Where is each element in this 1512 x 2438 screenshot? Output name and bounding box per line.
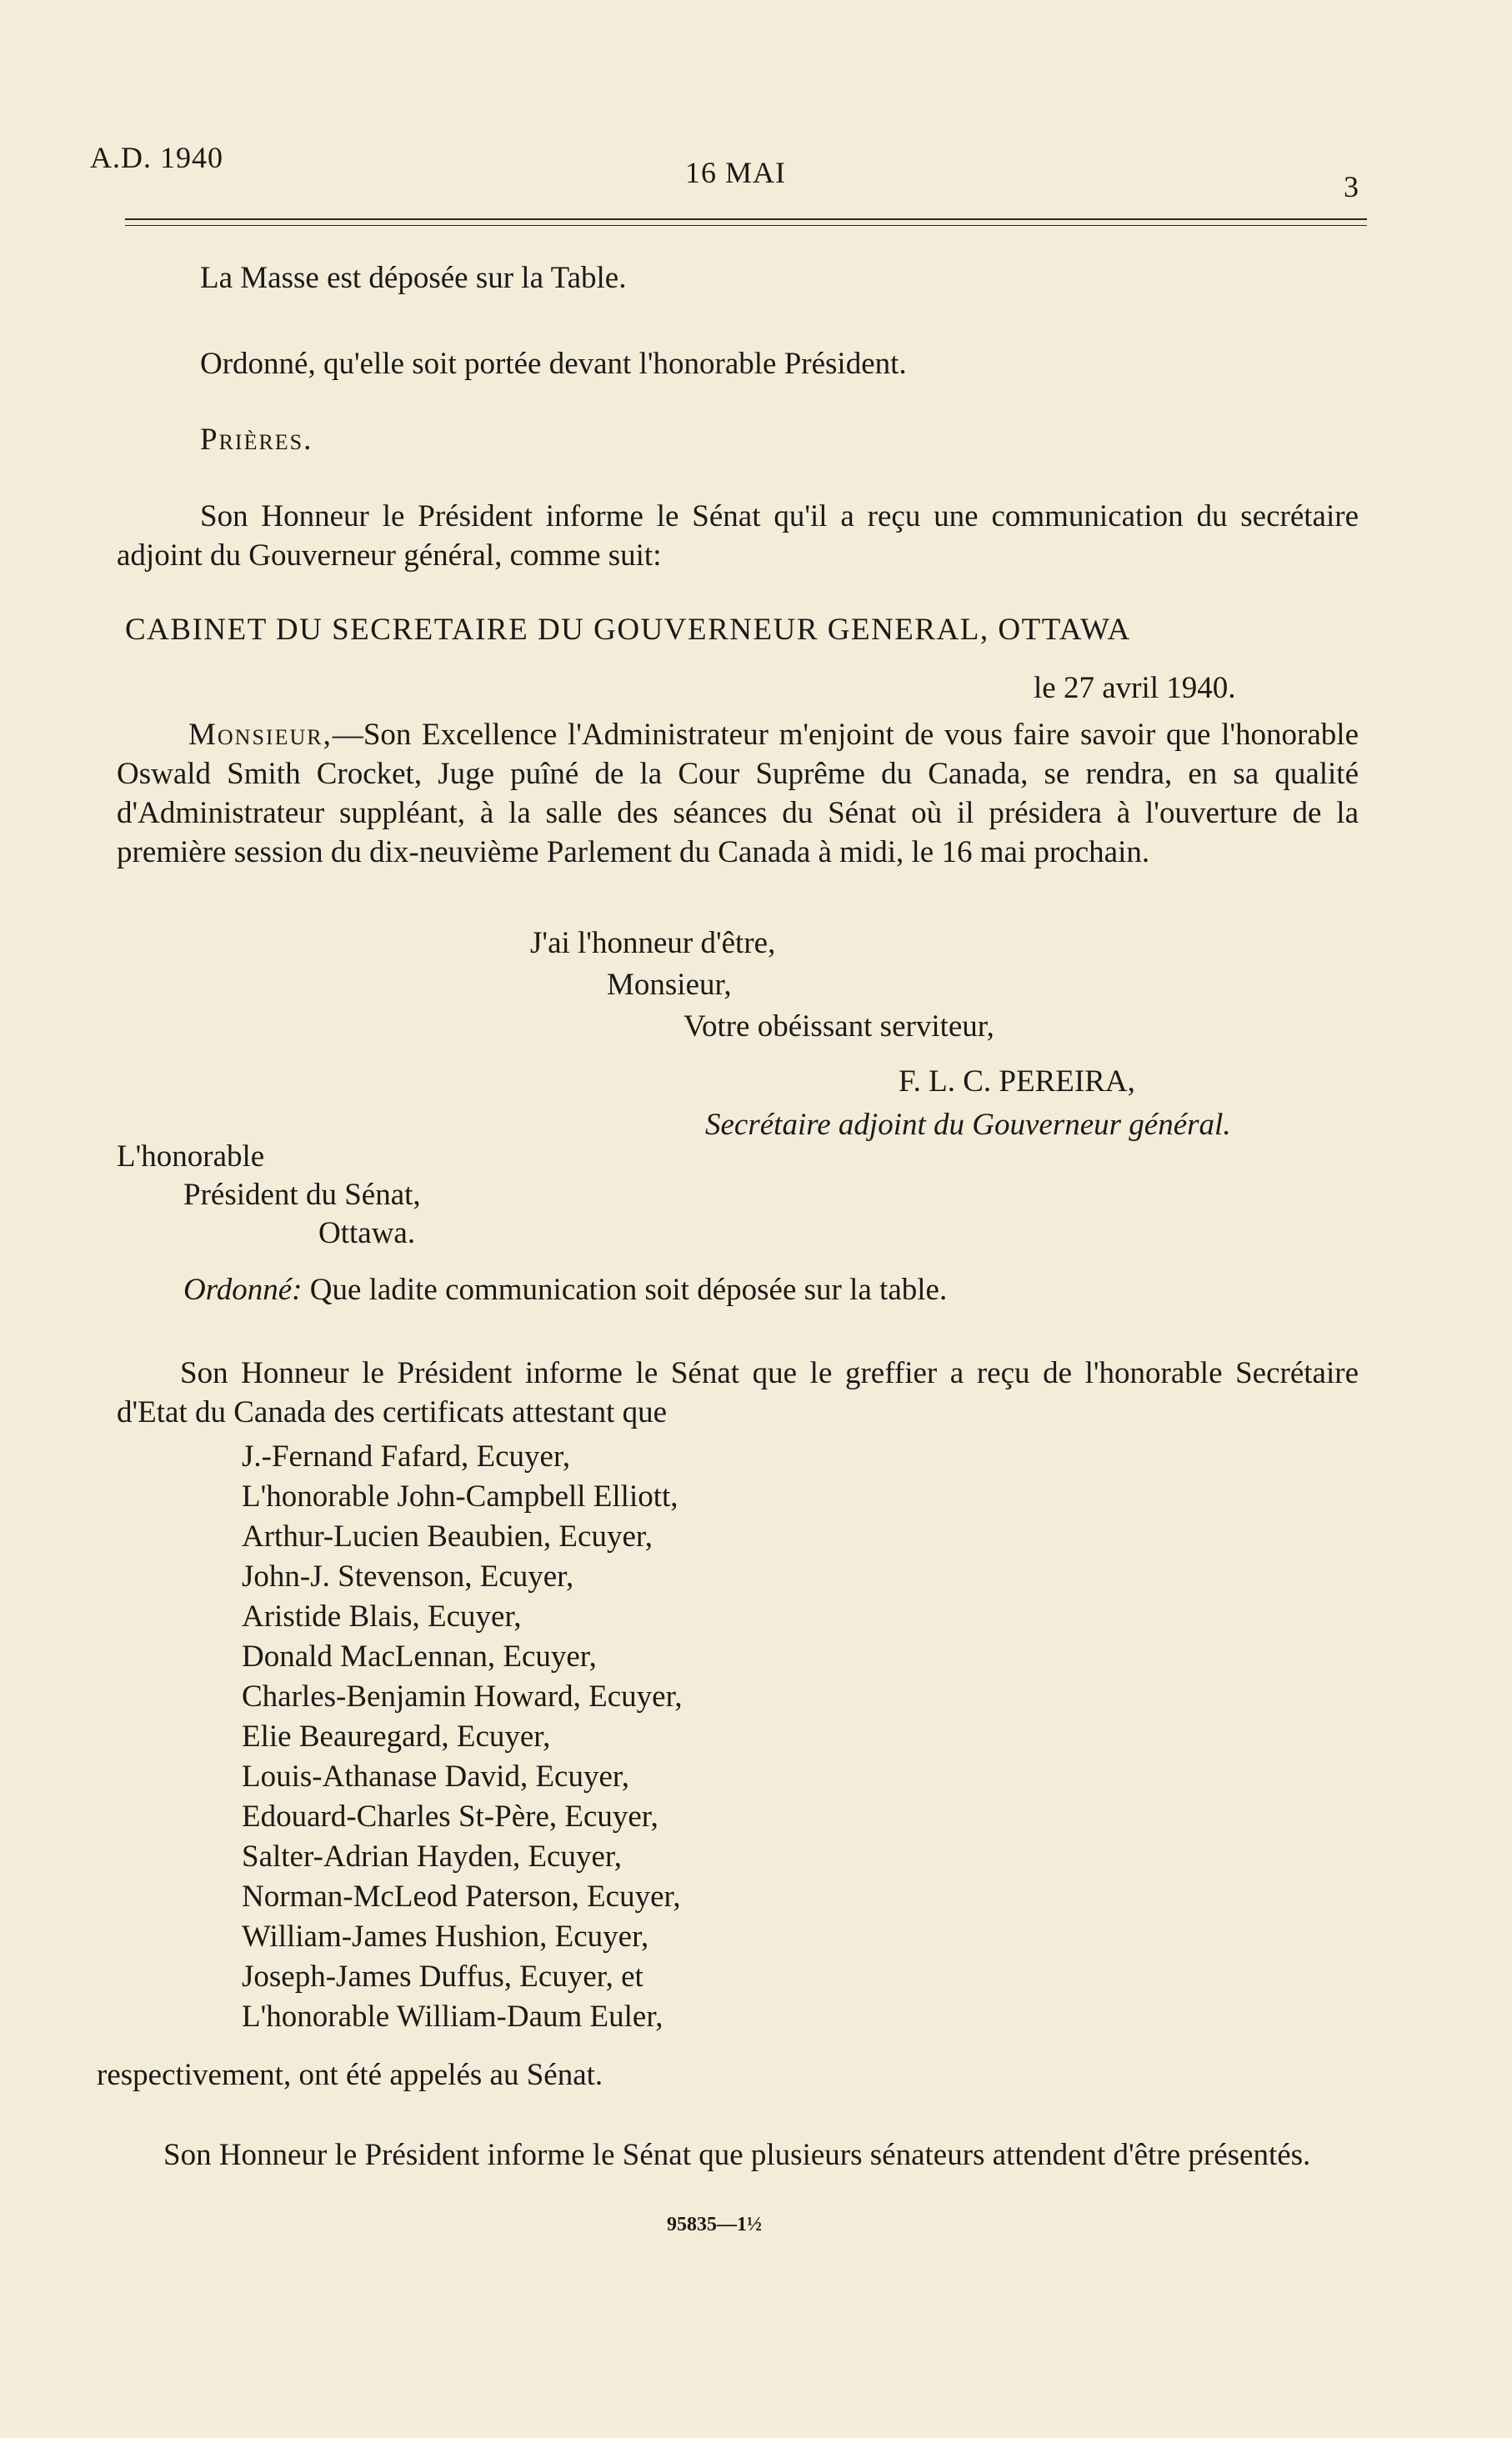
list-item: L'honorable John-Campbell Elliott, bbox=[242, 1479, 678, 1514]
list-item: William-James Hushion, Ecuyer, bbox=[242, 1920, 649, 1954]
list-item: Joseph-James Duffus, Ecuyer, et bbox=[242, 1960, 643, 1994]
list-item: Arthur-Lucien Beaubien, Ecuyer, bbox=[242, 1519, 653, 1554]
order-text: Que ladite communication soit déposée sur la table. bbox=[302, 1273, 948, 1307]
list-item: Louis-Athanase David, Ecuyer, bbox=[242, 1760, 629, 1794]
prayers-heading: Prières. bbox=[200, 423, 313, 457]
addressee-line-3: Ottawa. bbox=[318, 1216, 416, 1250]
respectively-paragraph: respectivement, ont été appelés au Sénat. bbox=[97, 2058, 603, 2092]
list-item: John-J. Stevenson, Ecuyer, bbox=[242, 1559, 574, 1594]
closing-line-1: J'ai l'honneur d'être, bbox=[530, 926, 776, 960]
list-item: Norman-McLeod Paterson, Ecuyer, bbox=[242, 1880, 681, 1914]
communication-intro: Son Honneur le Président informe le Sénat qu'il a reçu une communication du secrétaire adjoint du Gouverneur général, comme suit: bbox=[117, 499, 1359, 573]
header-date: 16 MAI bbox=[685, 156, 786, 189]
ordered-paragraph: Ordonné, qu'elle soit portée devant l'honorable Président. bbox=[200, 347, 907, 381]
closing-line-2: Monsieur, bbox=[607, 968, 732, 1002]
signer-name: F. L. C. PEREIRA, bbox=[899, 1064, 1135, 1099]
salutation: Monsieur, bbox=[188, 718, 333, 752]
letter-body bbox=[117, 715, 1359, 872]
header-year: A.D. 1940 bbox=[90, 141, 223, 174]
list-item: Aristide Blais, Ecuyer, bbox=[242, 1599, 522, 1634]
list-item: L'honorable William-Daum Euler, bbox=[242, 2000, 663, 2034]
addressee-line-2: Président du Sénat, bbox=[183, 1178, 421, 1212]
list-item: Charles-Benjamin Howard, Ecuyer, bbox=[242, 1680, 683, 1714]
header-rule-bottom bbox=[125, 225, 1367, 226]
list-item: Edouard-Charles St-Père, Ecuyer, bbox=[242, 1800, 658, 1834]
order-label: Ordonné: bbox=[183, 1273, 303, 1307]
print-code: 95835—1½ bbox=[667, 2214, 762, 2235]
order-paragraph bbox=[183, 1270, 947, 1309]
addressee-line-1: L'honorable bbox=[117, 1139, 265, 1174]
signer-title: Secrétaire adjoint du Gouverneur général. bbox=[705, 1108, 1231, 1142]
list-item: Donald MacLennan, Ecuyer, bbox=[242, 1640, 597, 1674]
page-number: 3 bbox=[1344, 170, 1359, 203]
header-rule-top bbox=[125, 218, 1367, 220]
mace-paragraph: La Masse est déposée sur la Table. bbox=[200, 261, 627, 295]
letter-date: le 27 avril 1940. bbox=[1034, 671, 1236, 705]
closing-line-3: Votre obéissant serviteur, bbox=[683, 1009, 994, 1044]
list-item: J.-Fernand Fafard, Ecuyer, bbox=[242, 1439, 571, 1474]
cabinet-heading: CABINET DU SECRETAIRE DU GOUVERNEUR GENERAL, OTTAWA bbox=[125, 613, 1131, 647]
list-item: Salter-Adrian Hayden, Ecuyer, bbox=[242, 1840, 622, 1874]
list-item: Elie Beauregard, Ecuyer, bbox=[242, 1720, 551, 1754]
presented-paragraph: Son Honneur le Président informe le Sénat que plusieurs sénateurs attendent d'être présentés. bbox=[163, 2138, 1311, 2172]
certificates-intro: Son Honneur le Président informe le Sénat que le greffier a reçu de l'honorable Secrétaire d'Etat du Canada des certificats attestant que bbox=[117, 1356, 1359, 1429]
letter-body-text: —Son Excellence l'Administrateur m'enjoint de vous faire savoir que l'honorable Oswald Smith Crocket, Juge puîné de la Cour Suprême du Canada, se rendra, en sa qualité d'Administrateur suppléant, à la salle des séances du Sénat où il présidera à l'ouverture de la première session du dix-neuvième Parlement du Canada à midi, le 16 mai prochain. bbox=[117, 718, 1359, 869]
